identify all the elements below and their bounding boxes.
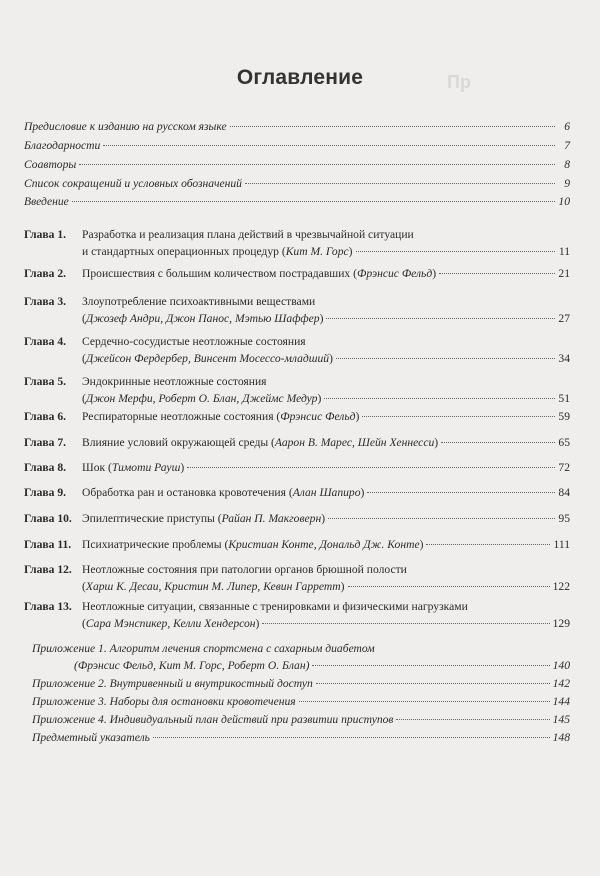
- toc-appendix[interactable]: Приложение 4. Индивидуальный план действий при развитии приступов 145: [32, 713, 570, 726]
- chapter-label: Глава 8.: [24, 461, 67, 474]
- page-number: 140: [552, 659, 570, 672]
- chapter-label: Глава 4.: [24, 335, 67, 348]
- chapter-label: Глава 5.: [24, 375, 67, 388]
- chapter-label: Глава 9.: [24, 486, 67, 499]
- toc-chapter[interactable]: Глава 11. Психиатрические проблемы ( Кристиан Конте, Дональд Дж. Конте ) 111: [24, 538, 570, 551]
- chapter-authors: Кит М. Горс: [285, 245, 349, 258]
- toc-front-item[interactable]: Введение 10: [24, 195, 570, 208]
- chapter-label: Глава 12.: [24, 563, 72, 576]
- toc-chapter[interactable]: Глава 2. Происшествия с большим количеством пострадавших ( Фрэнсис Фельд ) 21: [24, 267, 570, 280]
- chapter-authors: Джон Мерфи, Роберт О. Блан, Джеймс Медур: [85, 392, 318, 405]
- toc-appendix[interactable]: Приложение 3. Наборы для остановки кровотечения 144: [32, 695, 570, 708]
- toc-index[interactable]: Предметный указатель 148: [32, 731, 570, 744]
- chapter-authors: Кристиан Конте, Дональд Дж. Конте: [228, 538, 420, 551]
- page-number: 148: [552, 731, 570, 744]
- page-number: 144: [552, 695, 570, 708]
- chapter-authors: Тимоти Рауш: [111, 461, 181, 474]
- toc-front-item[interactable]: Список сокращений и условных обозначений 9: [24, 177, 570, 190]
- page-number: 27: [558, 312, 570, 325]
- chapter-label: Глава 3.: [24, 295, 67, 308]
- chapter-authors: Фрэнсис Фельд: [280, 410, 356, 423]
- page-number: 72: [558, 461, 570, 474]
- toc-chapter[interactable]: Глава 4. Сердечно-сосудистые неотложные состояния ( Джейсон Фердербер, Винсент Мосессо-младший ) 34: [24, 335, 570, 365]
- chapter-authors: Фрэнсис Фельд: [357, 267, 433, 280]
- chapter-label: Глава 2.: [24, 267, 67, 280]
- page-number: 51: [558, 392, 570, 405]
- page-number: 6: [564, 120, 570, 133]
- page-title: Оглавление: [236, 66, 364, 89]
- toc-front-item[interactable]: Благодарности 7: [24, 139, 570, 152]
- toc-chapter[interactable]: Глава 9. Обработка ран и остановка кровотечения ( Алан Шапиро ) 84: [24, 486, 570, 499]
- toc-front-item[interactable]: Соавторы 8: [24, 158, 570, 171]
- toc-chapter[interactable]: Глава 8. Шок ( Тимоти Рауш ) 72: [24, 461, 570, 474]
- toc-chapter[interactable]: Глава 5. Эндокринные неотложные состояния ( Джон Мерфи, Роберт О. Блан, Джеймс Медур ) 51: [24, 375, 570, 405]
- chapter-label: Глава 7.: [24, 436, 67, 449]
- chapter-authors: Джейсон Фердербер, Винсент Мосессо-младший: [85, 352, 330, 365]
- toc-chapter[interactable]: Глава 7. Влияние условий окружающей среды ( Аарон В. Марес, Шейн Хеннесси ) 65: [24, 436, 570, 449]
- page-number: 145: [552, 713, 570, 726]
- chapter-label: Глава 1.: [24, 228, 67, 241]
- toc-chapter[interactable]: Глава 3. Злоупотребление психоактивными веществами ( Джозеф Андри, Джон Панос, Мэтью Шаффер ) 27: [24, 295, 570, 325]
- page-number: 59: [558, 410, 570, 423]
- page-number: 7: [564, 139, 570, 152]
- toc-chapter[interactable]: Глава 13. Неотложные ситуации, связанные с тренировками и физическими нагрузками ( Сара Мэнспикер, Келли Хендерсон ) 129: [24, 600, 570, 630]
- page-number: 84: [558, 486, 570, 499]
- chapter-label: Глава 6.: [24, 410, 67, 423]
- page-number: 34: [558, 352, 570, 365]
- toc-appendix[interactable]: Приложение 1. Алгоритм лечения спортсмена с сахарным диабетом ( Фрэнсис Фельд, Кит М. Горс, Роберт О. Блан ) 140: [32, 642, 570, 672]
- page-number: 95: [558, 512, 570, 525]
- page-number: 8: [564, 158, 570, 171]
- chapter-authors: Аарон В. Марес, Шейн Хеннесси: [274, 436, 435, 449]
- page-number: 11: [558, 245, 570, 258]
- chapter-label: Глава 13.: [24, 600, 72, 613]
- chapter-authors: Алан Шапиро: [292, 486, 361, 499]
- chapter-authors: Джозеф Андри, Джон Панос, Мэтью Шаффер: [85, 312, 320, 325]
- appendix-authors: Фрэнсис Фельд, Кит М. Горс, Роберт О. Блан: [77, 659, 306, 672]
- page-number: 10: [558, 195, 570, 208]
- page-number: 65: [558, 436, 570, 449]
- page-number: 129: [552, 617, 570, 630]
- chapter-label: Глава 11.: [24, 538, 72, 551]
- chapter-label: Глава 10.: [24, 512, 72, 525]
- toc-chapter[interactable]: Глава 12. Неотложные состояния при патологии органов брюшной полости ( Харш К. Десаи, Кристин М. Липер, Кевин Гарретт ) 122: [24, 563, 570, 593]
- page-number: 111: [553, 538, 570, 551]
- page-number: 142: [552, 677, 570, 690]
- toc-chapter[interactable]: Глава 1. Разработка и реализация плана действий в чрезвычайной ситуации и стандартных операционных процедур ( Кит М. Горс ) 11: [24, 228, 570, 258]
- page-number: 122: [552, 580, 570, 593]
- chapter-authors: Райан П. Макговерн: [221, 512, 322, 525]
- toc-front-item[interactable]: Предисловие к изданию на русском языке 6: [24, 120, 570, 133]
- chapter-authors: Харш К. Десаи, Кристин М. Липер, Кевин Гарретт: [85, 580, 341, 593]
- page-number: 21: [558, 267, 570, 280]
- toc-chapter[interactable]: Глава 6. Респираторные неотложные состояния ( Фрэнсис Фельд ) 59: [24, 410, 570, 423]
- page-number: 9: [564, 177, 570, 190]
- toc-appendix[interactable]: Приложение 2. Внутривенный и внутрикостный доступ 142: [32, 677, 570, 690]
- toc-chapter[interactable]: Глава 10. Эпилептические приступы ( Райан П. Макговерн ) 95: [24, 512, 570, 525]
- chapter-authors: Сара Мэнспикер, Келли Хендерсон: [85, 617, 256, 630]
- bleed-through-text: Пр: [447, 72, 471, 92]
